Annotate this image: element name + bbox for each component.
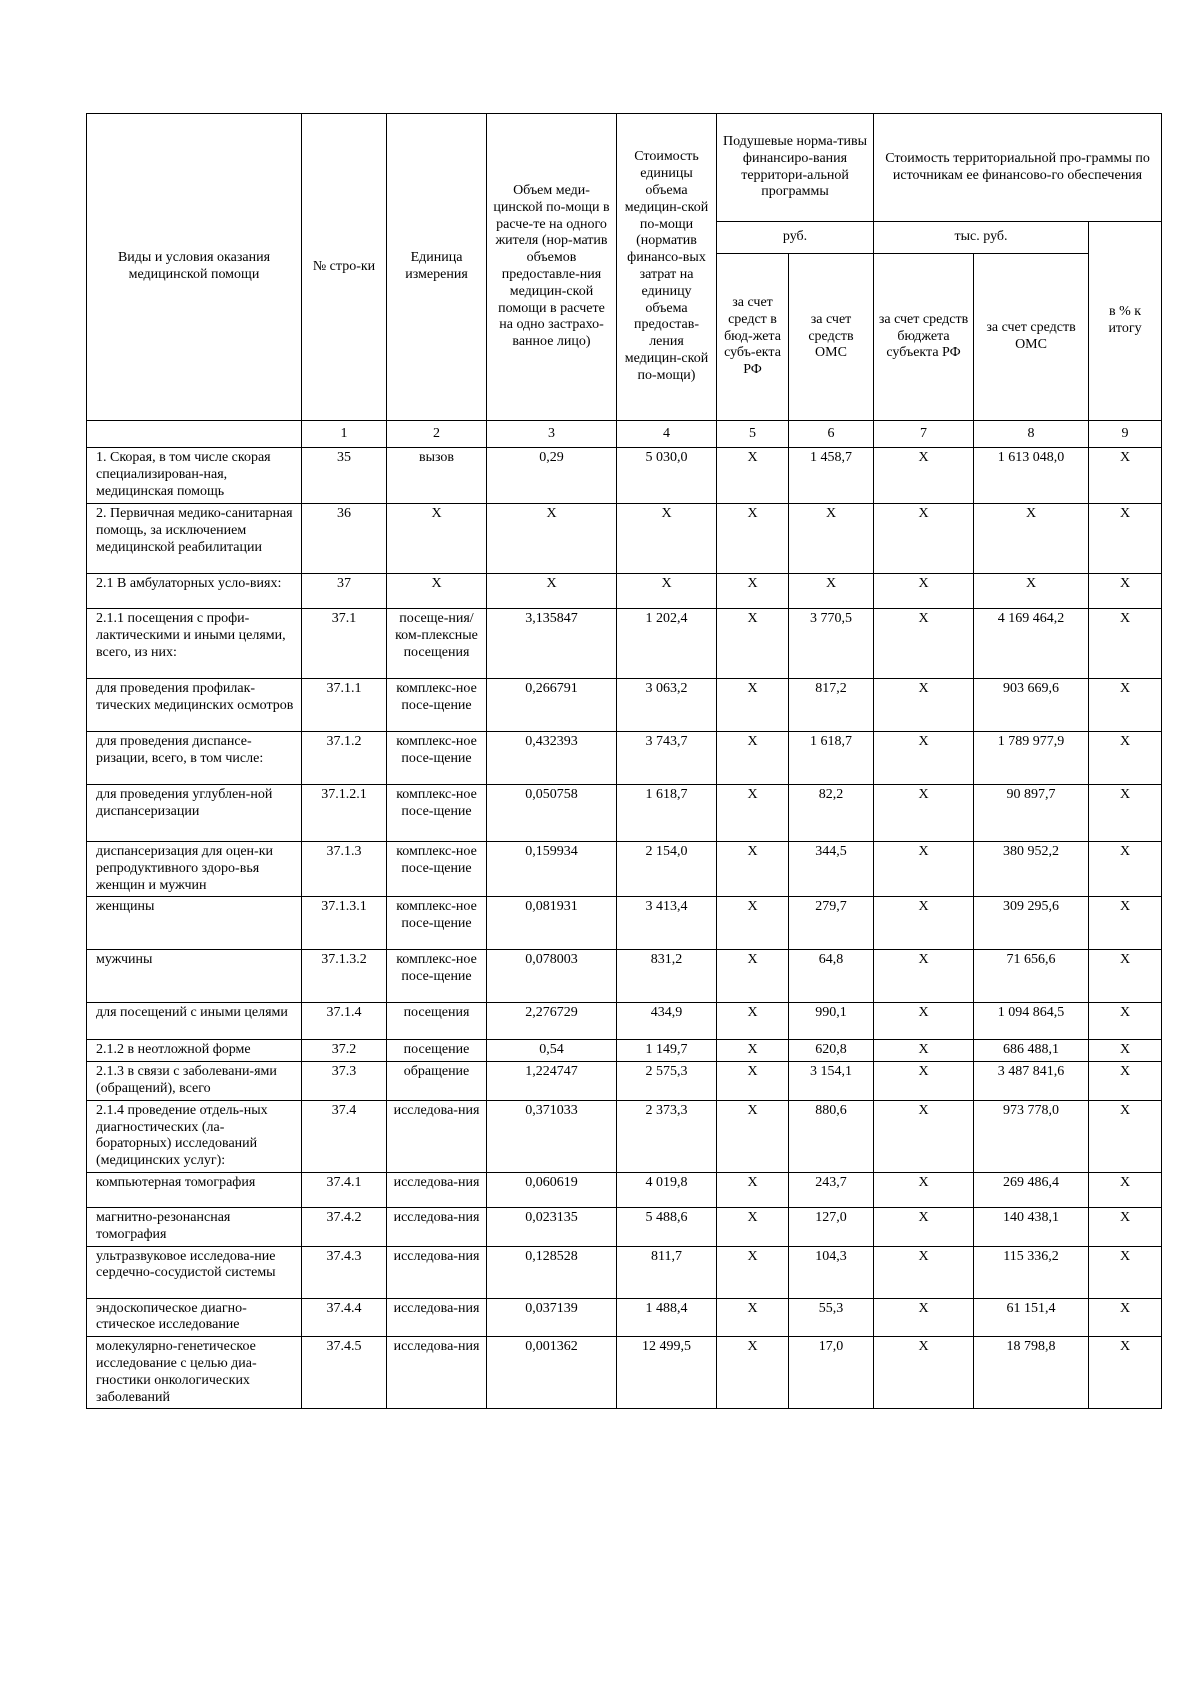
column-number: 4 <box>617 421 717 448</box>
row-budget-rub: X <box>717 842 789 897</box>
row-type: женщины <box>87 897 302 950</box>
header-budget-thousand-rub: за счет средств бюджета субъекта РФ <box>874 254 974 421</box>
header-program-cost: Стоимость территориальной про-граммы по источникам ее финансово-го обеспечения <box>874 114 1162 222</box>
row-oms-rub: 104,3 <box>789 1246 874 1298</box>
row-unit: комплекс-ное посе-щение <box>387 950 487 1003</box>
row-oms-thousand: 140 438,1 <box>974 1207 1089 1246</box>
table-row <box>87 609 1162 679</box>
row-unit: исследова-ния <box>387 1246 487 1298</box>
row-oms-thousand: 4 169 464,2 <box>974 609 1089 679</box>
column-number: 8 <box>974 421 1089 448</box>
row-budget-thousand: X <box>874 574 974 609</box>
row-percent: X <box>1089 448 1162 504</box>
row-budget-rub: X <box>717 1207 789 1246</box>
table-row <box>87 732 1162 785</box>
row-budget-rub: X <box>717 950 789 1003</box>
row-unit: X <box>387 574 487 609</box>
row-number: 37.1.1 <box>302 679 387 732</box>
row-number: 36 <box>302 504 387 574</box>
row-type: для проведения профилак-тических медицинских осмотров <box>87 679 302 732</box>
row-number: 37.3 <box>302 1062 387 1101</box>
row-oms-thousand: 973 778,0 <box>974 1100 1089 1172</box>
row-budget-rub: X <box>717 679 789 732</box>
row-unit: исследова-ния <box>387 1172 487 1207</box>
row-number: 37.4.2 <box>302 1207 387 1246</box>
row-oms-rub: 3 770,5 <box>789 609 874 679</box>
row-oms-thousand: 309 295,6 <box>974 897 1089 950</box>
row-unit-cost: 1 488,4 <box>617 1298 717 1337</box>
table-row <box>87 842 1162 897</box>
row-unit-cost: 2 373,3 <box>617 1100 717 1172</box>
row-percent: X <box>1089 1172 1162 1207</box>
row-budget-thousand: X <box>874 842 974 897</box>
row-oms-thousand: 269 486,4 <box>974 1172 1089 1207</box>
row-number: 35 <box>302 448 387 504</box>
row-percent: X <box>1089 609 1162 679</box>
row-oms-thousand: 71 656,6 <box>974 950 1089 1003</box>
row-unit-cost: 3 063,2 <box>617 679 717 732</box>
table-row <box>87 1298 1162 1337</box>
row-budget-rub: X <box>717 1062 789 1101</box>
medical-care-table <box>86 113 1162 1409</box>
row-unit: посеще-ния/ ком-плексные посещения <box>387 609 487 679</box>
row-unit-cost: 831,2 <box>617 950 717 1003</box>
row-oms-thousand: 115 336,2 <box>974 1246 1089 1298</box>
row-budget-rub: X <box>717 504 789 574</box>
row-volume: 0,266791 <box>487 679 617 732</box>
row-unit: комплекс-ное посе-щение <box>387 842 487 897</box>
header-volume: Объем меди-цинской по-мощи в расче-те на одного жителя (нор-матив объемов предоставле-ния медицин-ской помощи в расчете на одно застрахо-ванное лицо) <box>487 114 617 421</box>
header-row-number: № стро-ки <box>302 114 387 421</box>
row-budget-rub: X <box>717 1337 789 1409</box>
row-volume: 0,54 <box>487 1040 617 1062</box>
row-percent: X <box>1089 504 1162 574</box>
row-oms-thousand: 18 798,8 <box>974 1337 1089 1409</box>
table-row <box>87 950 1162 1003</box>
table-row <box>87 679 1162 732</box>
row-percent: X <box>1089 950 1162 1003</box>
row-oms-thousand: X <box>974 574 1089 609</box>
row-oms-rub: X <box>789 504 874 574</box>
row-oms-rub: X <box>789 574 874 609</box>
row-budget-thousand: X <box>874 1003 974 1040</box>
row-oms-rub: 1 618,7 <box>789 732 874 785</box>
row-type: 2.1 В амбулаторных усло-виях: <box>87 574 302 609</box>
row-oms-thousand: 1 789 977,9 <box>974 732 1089 785</box>
row-unit-cost: 811,7 <box>617 1246 717 1298</box>
row-volume: 0,060619 <box>487 1172 617 1207</box>
row-budget-thousand: X <box>874 609 974 679</box>
row-budget-thousand: X <box>874 1246 974 1298</box>
row-budget-rub: X <box>717 1172 789 1207</box>
row-budget-rub: X <box>717 609 789 679</box>
row-percent: X <box>1089 732 1162 785</box>
row-number: 37.4.3 <box>302 1246 387 1298</box>
header-budget-rub: за счет средст в бюд-жета субъ-екта РФ <box>717 254 789 421</box>
row-budget-rub: X <box>717 1100 789 1172</box>
row-type: 1. Скорая, в том числе скорая специализирован-ная, медицинская помощь <box>87 448 302 504</box>
row-volume: 0,081931 <box>487 897 617 950</box>
row-number: 37.4.4 <box>302 1298 387 1337</box>
row-budget-rub: X <box>717 448 789 504</box>
row-percent: X <box>1089 785 1162 842</box>
row-oms-rub: 817,2 <box>789 679 874 732</box>
row-unit-cost: 4 019,8 <box>617 1172 717 1207</box>
row-type: 2.1.4 проведение отдель-ных диагностических (ла-бораторных) исследований (медицинских услуг): <box>87 1100 302 1172</box>
row-budget-thousand: X <box>874 785 974 842</box>
row-unit: вызов <box>387 448 487 504</box>
row-volume: 2,276729 <box>487 1003 617 1040</box>
row-oms-rub: 3 154,1 <box>789 1062 874 1101</box>
row-number: 37.4.5 <box>302 1337 387 1409</box>
row-volume: 0,050758 <box>487 785 617 842</box>
row-budget-rub: X <box>717 1040 789 1062</box>
row-budget-rub: X <box>717 1003 789 1040</box>
table-row <box>87 1003 1162 1040</box>
row-oms-rub: 127,0 <box>789 1207 874 1246</box>
row-percent: X <box>1089 1246 1162 1298</box>
row-unit-cost: 1 149,7 <box>617 1040 717 1062</box>
table-row <box>87 1062 1162 1101</box>
row-unit: исследова-ния <box>387 1207 487 1246</box>
row-unit: комплекс-ное посе-щение <box>387 732 487 785</box>
header-per-capita: Подушевые норма-тивы финансиро-вания территори-альной программы <box>717 114 874 222</box>
header-unit-cost: Стоимость единицы объема медицин-ской по-мощи (норматив финансо-вых затрат на единицу объема предостав-ления медицин-ской по-мощи) <box>617 114 717 421</box>
row-oms-thousand: 1 613 048,0 <box>974 448 1089 504</box>
column-number: 1 <box>302 421 387 448</box>
row-budget-thousand: X <box>874 679 974 732</box>
row-percent: X <box>1089 574 1162 609</box>
row-unit-cost: 5 030,0 <box>617 448 717 504</box>
header-type: Виды и условия оказания медицинской помощи <box>87 114 302 421</box>
row-type: ультразвуковое исследова-ние сердечно-сосудистой системы <box>87 1246 302 1298</box>
table-row <box>87 1246 1162 1298</box>
row-oms-thousand: 903 669,6 <box>974 679 1089 732</box>
table-row <box>87 897 1162 950</box>
row-budget-thousand: X <box>874 1337 974 1409</box>
row-number: 37.1.2 <box>302 732 387 785</box>
row-oms-rub: 344,5 <box>789 842 874 897</box>
row-number: 37 <box>302 574 387 609</box>
row-oms-thousand: X <box>974 504 1089 574</box>
row-budget-thousand: X <box>874 897 974 950</box>
row-percent: X <box>1089 1062 1162 1101</box>
row-volume: 0,371033 <box>487 1100 617 1172</box>
row-percent: X <box>1089 1040 1162 1062</box>
row-type: 2. Первичная медико-санитарная помощь, за исключением медицинской реабилитации <box>87 504 302 574</box>
row-volume: 0,023135 <box>487 1207 617 1246</box>
row-budget-thousand: X <box>874 1298 974 1337</box>
row-unit-cost: 434,9 <box>617 1003 717 1040</box>
row-unit: исследова-ния <box>387 1298 487 1337</box>
row-oms-rub: 17,0 <box>789 1337 874 1409</box>
column-number: 2 <box>387 421 487 448</box>
column-number: 6 <box>789 421 874 448</box>
row-volume: 0,29 <box>487 448 617 504</box>
row-budget-thousand: X <box>874 950 974 1003</box>
row-oms-rub: 990,1 <box>789 1003 874 1040</box>
row-unit-cost: 12 499,5 <box>617 1337 717 1409</box>
column-number-row <box>87 421 1162 448</box>
row-number: 37.4 <box>302 1100 387 1172</box>
column-number: 3 <box>487 421 617 448</box>
header-unit-thousand-rub: тыс. руб. <box>874 222 1089 254</box>
row-budget-thousand: X <box>874 1172 974 1207</box>
row-type: компьютерная томография <box>87 1172 302 1207</box>
table-row <box>87 1207 1162 1246</box>
row-budget-thousand: X <box>874 1040 974 1062</box>
row-number: 37.1.3.2 <box>302 950 387 1003</box>
row-budget-rub: X <box>717 732 789 785</box>
row-unit-cost: X <box>617 574 717 609</box>
row-type: диспансеризация для оцен-ки репродуктивного здоро-вья женщин и мужчин <box>87 842 302 897</box>
row-budget-rub: X <box>717 785 789 842</box>
row-unit-cost: 1 618,7 <box>617 785 717 842</box>
row-unit-cost: 1 202,4 <box>617 609 717 679</box>
row-type: 2.1.2 в неотложной форме <box>87 1040 302 1062</box>
row-number: 37.1.2.1 <box>302 785 387 842</box>
row-volume: 3,135847 <box>487 609 617 679</box>
row-oms-thousand: 686 488,1 <box>974 1040 1089 1062</box>
column-number <box>87 421 302 448</box>
row-percent: X <box>1089 842 1162 897</box>
row-unit: комплекс-ное посе-щение <box>387 785 487 842</box>
row-volume: 0,432393 <box>487 732 617 785</box>
row-type: для проведения диспансе-ризации, всего, в том числе: <box>87 732 302 785</box>
header-unit: Единица измерения <box>387 114 487 421</box>
row-number: 37.2 <box>302 1040 387 1062</box>
row-oms-thousand: 380 952,2 <box>974 842 1089 897</box>
row-budget-rub: X <box>717 574 789 609</box>
row-volume: 0,128528 <box>487 1246 617 1298</box>
table-row <box>87 574 1162 609</box>
table-row <box>87 1172 1162 1207</box>
row-budget-rub: X <box>717 897 789 950</box>
row-unit: обращение <box>387 1062 487 1101</box>
header-unit-rub: руб. <box>717 222 874 254</box>
row-percent: X <box>1089 679 1162 732</box>
header-oms-rub: за счет средств ОМС <box>789 254 874 421</box>
table-row <box>87 448 1162 504</box>
row-budget-rub: X <box>717 1246 789 1298</box>
row-volume: 0,078003 <box>487 950 617 1003</box>
row-oms-thousand: 90 897,7 <box>974 785 1089 842</box>
row-oms-rub: 55,3 <box>789 1298 874 1337</box>
row-budget-thousand: X <box>874 448 974 504</box>
column-number: 7 <box>874 421 974 448</box>
row-type: эндоскопическое диагно-стическое исследование <box>87 1298 302 1337</box>
row-volume: X <box>487 574 617 609</box>
row-number: 37.4.1 <box>302 1172 387 1207</box>
row-unit-cost: 2 154,0 <box>617 842 717 897</box>
row-percent: X <box>1089 897 1162 950</box>
table-row <box>87 1040 1162 1062</box>
row-oms-thousand: 61 151,4 <box>974 1298 1089 1337</box>
row-oms-thousand: 3 487 841,6 <box>974 1062 1089 1101</box>
row-budget-thousand: X <box>874 1100 974 1172</box>
row-oms-thousand: 1 094 864,5 <box>974 1003 1089 1040</box>
row-volume: 1,224747 <box>487 1062 617 1101</box>
row-unit-cost: 5 488,6 <box>617 1207 717 1246</box>
row-unit-cost: X <box>617 504 717 574</box>
row-oms-rub: 880,6 <box>789 1100 874 1172</box>
row-unit-cost: 3 743,7 <box>617 732 717 785</box>
row-unit-cost: 2 575,3 <box>617 1062 717 1101</box>
row-unit: исследова-ния <box>387 1337 487 1409</box>
row-unit-cost: 3 413,4 <box>617 897 717 950</box>
column-number: 5 <box>717 421 789 448</box>
row-unit: посещение <box>387 1040 487 1062</box>
row-budget-thousand: X <box>874 732 974 785</box>
row-oms-rub: 1 458,7 <box>789 448 874 504</box>
row-unit: комплекс-ное посе-щение <box>387 897 487 950</box>
row-volume: 0,159934 <box>487 842 617 897</box>
row-budget-thousand: X <box>874 504 974 574</box>
header-oms-thousand-rub: за счет средств ОМС <box>974 254 1089 421</box>
row-volume: 0,037139 <box>487 1298 617 1337</box>
row-oms-rub: 243,7 <box>789 1172 874 1207</box>
table-body <box>87 448 1162 1409</box>
row-budget-thousand: X <box>874 1207 974 1246</box>
row-type: молекулярно-генетическое исследование с целью диа-гностики онкологических заболеваний <box>87 1337 302 1409</box>
row-percent: X <box>1089 1100 1162 1172</box>
row-oms-rub: 64,8 <box>789 950 874 1003</box>
row-type: магнитно-резонансная томография <box>87 1207 302 1246</box>
table-row <box>87 504 1162 574</box>
row-unit: комплекс-ное посе-щение <box>387 679 487 732</box>
row-volume: X <box>487 504 617 574</box>
row-type: 2.1.3 в связи с заболевани-ями (обращений), всего <box>87 1062 302 1101</box>
table-row <box>87 785 1162 842</box>
row-unit: посещения <box>387 1003 487 1040</box>
table-row <box>87 1100 1162 1172</box>
row-number: 37.1.4 <box>302 1003 387 1040</box>
table-row <box>87 1337 1162 1409</box>
row-percent: X <box>1089 1003 1162 1040</box>
row-number: 37.1.3.1 <box>302 897 387 950</box>
row-unit: X <box>387 504 487 574</box>
row-budget-thousand: X <box>874 1062 974 1101</box>
row-percent: X <box>1089 1337 1162 1409</box>
row-type: для проведения углублен-ной диспансеризации <box>87 785 302 842</box>
row-number: 37.1.3 <box>302 842 387 897</box>
row-number: 37.1 <box>302 609 387 679</box>
row-oms-rub: 82,2 <box>789 785 874 842</box>
header-percent-of-total: в % к итогу <box>1089 222 1162 421</box>
row-type: мужчины <box>87 950 302 1003</box>
row-percent: X <box>1089 1207 1162 1246</box>
row-oms-rub: 279,7 <box>789 897 874 950</box>
row-percent: X <box>1089 1298 1162 1337</box>
row-oms-rub: 620,8 <box>789 1040 874 1062</box>
row-type: 2.1.1 посещения с профи-лактическими и иными целями, всего, из них: <box>87 609 302 679</box>
row-unit: исследова-ния <box>387 1100 487 1172</box>
column-number: 9 <box>1089 421 1162 448</box>
row-type: для посещений с иными целями <box>87 1003 302 1040</box>
row-volume: 0,001362 <box>487 1337 617 1409</box>
row-budget-rub: X <box>717 1298 789 1337</box>
